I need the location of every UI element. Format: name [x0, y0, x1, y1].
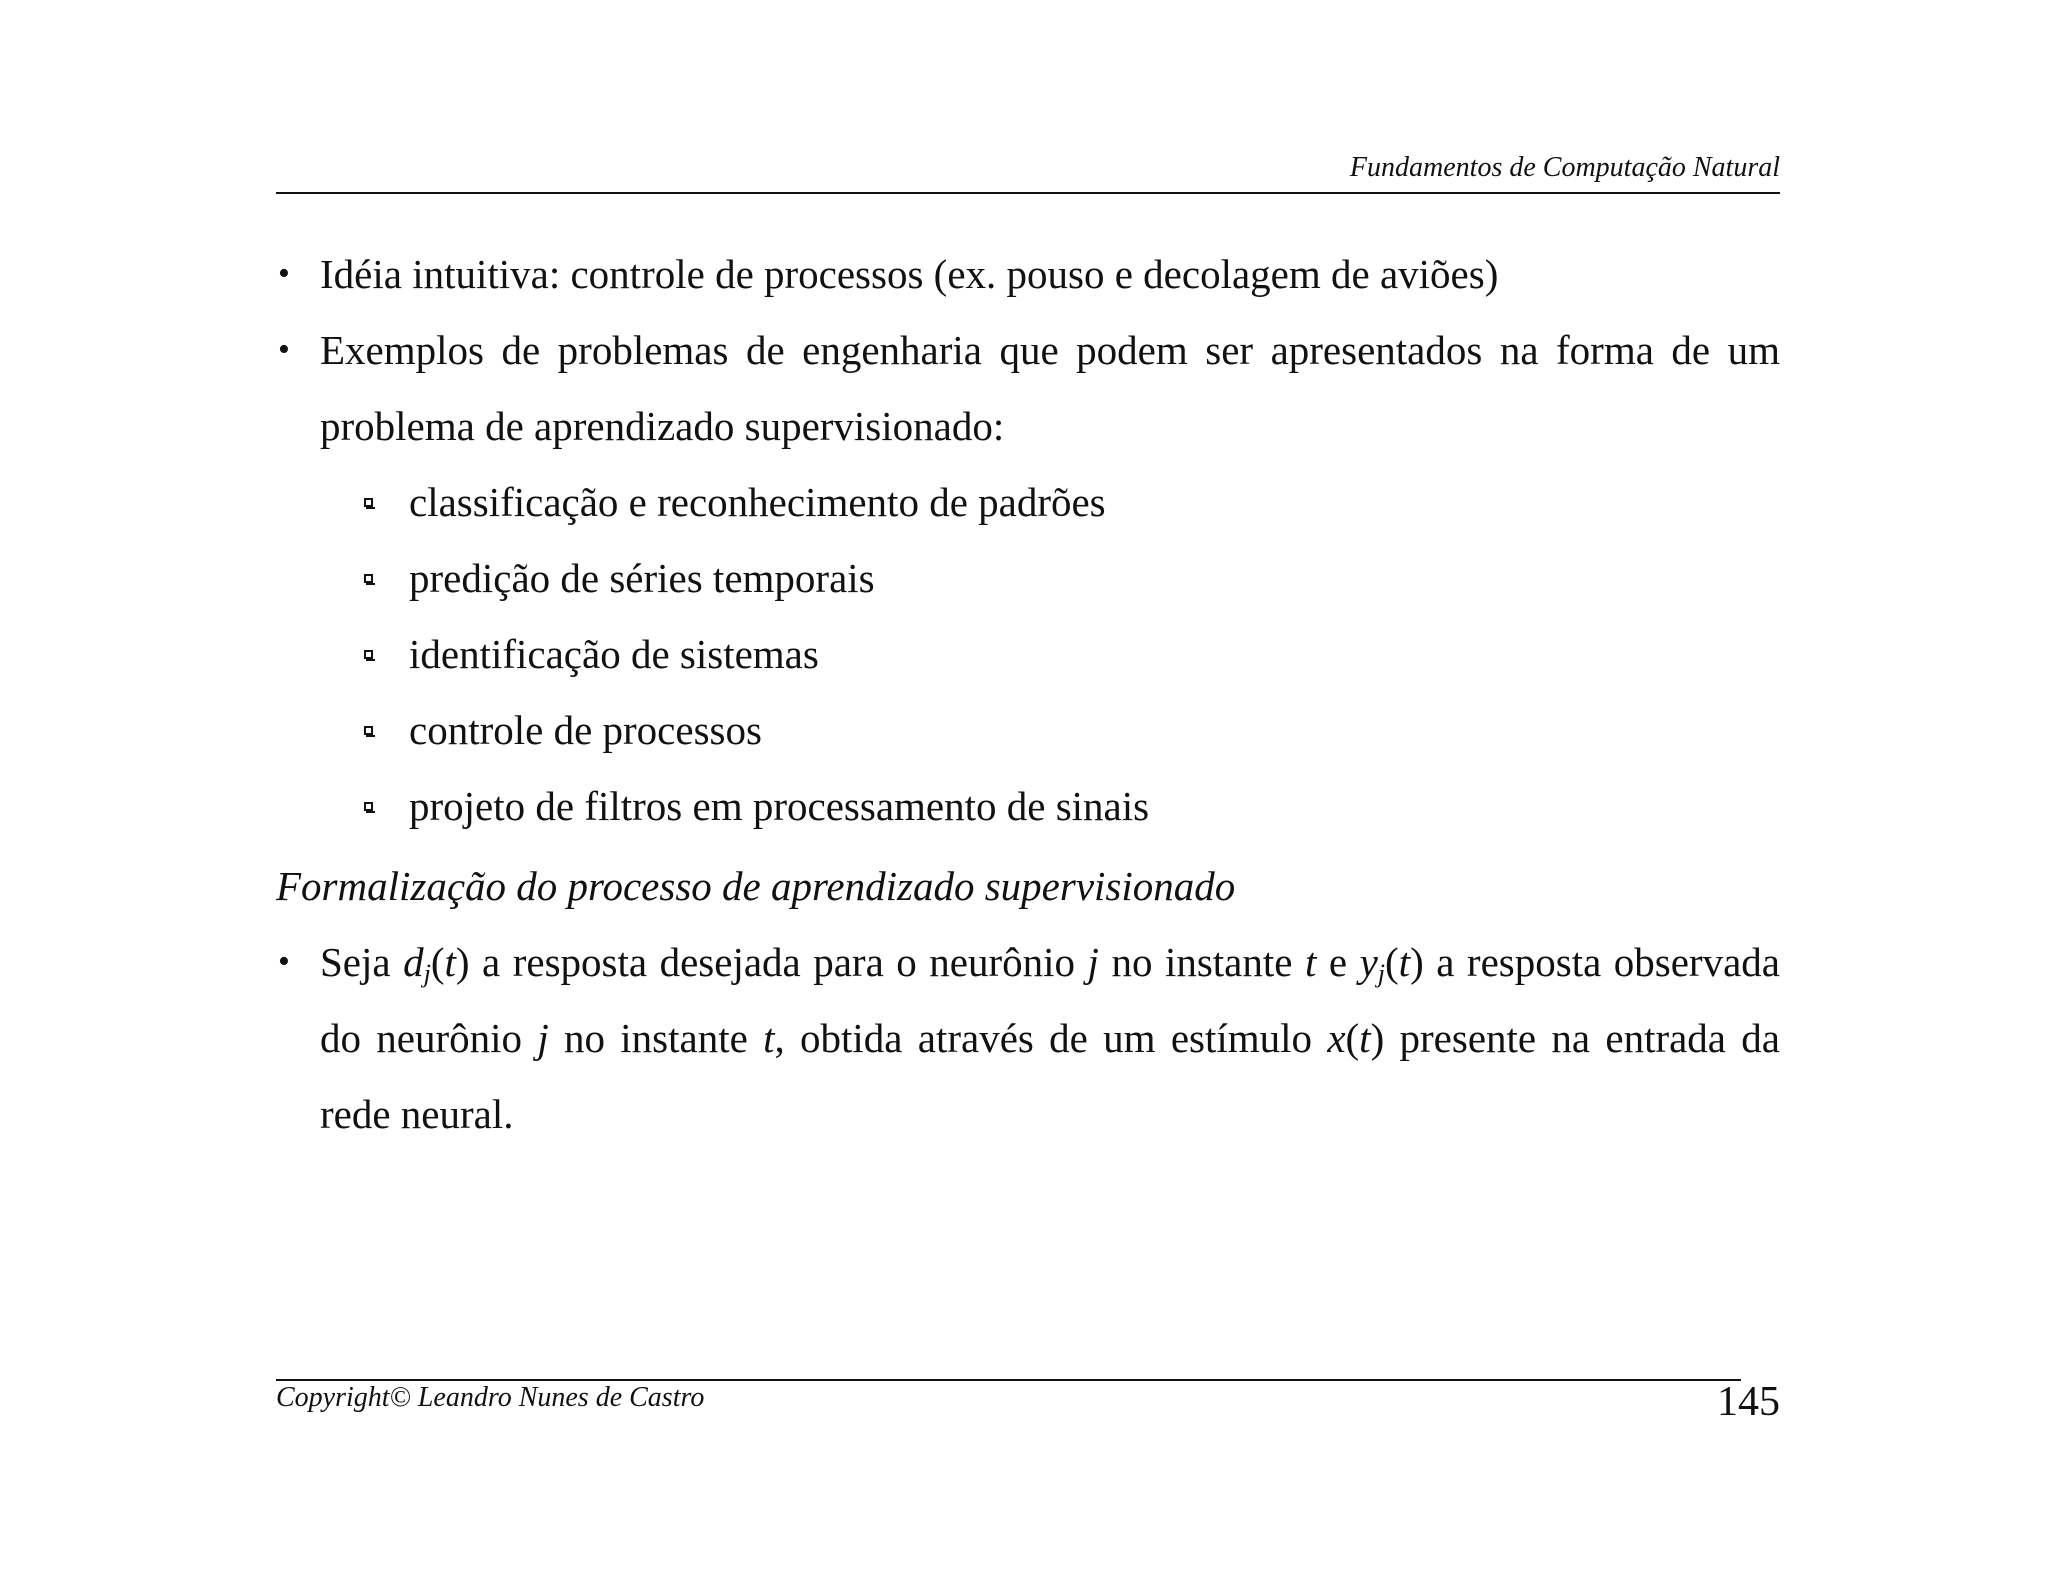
sub-item-text: projeto de filtros em processamento de sinais — [409, 783, 1150, 829]
section-heading: Formalização do processo de aprendizado supervisionado — [276, 863, 1236, 909]
sub-list-item — [276, 616, 1780, 692]
page-number: 145 — [1717, 1379, 1780, 1425]
footer-copyright: Copyright© Leandro Nunes de Castro — [276, 1382, 705, 1413]
sub-list-item — [276, 464, 1780, 540]
bullet-item — [276, 236, 1780, 312]
sub-list-item — [276, 540, 1780, 616]
sub-item-text: controle de processos — [409, 707, 762, 753]
header-divider — [276, 192, 1780, 194]
checkbox-square-icon — [364, 802, 373, 811]
page-content — [276, 236, 1780, 1152]
sub-list-item — [276, 768, 1780, 844]
checkbox-square-icon — [364, 650, 373, 659]
checkbox-square-icon — [364, 726, 373, 735]
sub-item-text: classificação e reconhecimento de padrões — [409, 479, 1106, 525]
checkbox-square-icon — [364, 498, 373, 507]
bullet-text: Exemplos de problemas de engenharia que podem ser apresentados na forma de um problema de aprendizado supervisionado: — [320, 327, 1780, 449]
checkbox-square-icon — [364, 574, 373, 583]
bullet-dot-icon: • — [278, 255, 290, 292]
sub-list-item — [276, 692, 1780, 768]
bullet-dot-icon: • — [278, 943, 290, 980]
footer-divider — [276, 1379, 1741, 1381]
bullet-item — [276, 924, 1780, 1152]
bullet-text: Idéia intuitiva: controle de processos (ex. pouso e decolagem de aviões) — [320, 251, 1499, 297]
sub-item-text: identificação de sistemas — [409, 631, 819, 677]
bullet-item — [276, 312, 1780, 464]
bullet-dot-icon: • — [278, 331, 290, 368]
running-header: Fundamentos de Computação Natural — [1349, 152, 1780, 183]
sub-item-text: predição de séries temporais — [409, 555, 875, 601]
formal-definition-text: Seja $d_j(t)$ a resposta desejada para o neurônio j no instante t e $y_j(t)$ a resposta observada do neurônio j no instante t, obtida através de um estímulo x(t) presente na entrada da rede neural. — [320, 939, 1780, 1137]
